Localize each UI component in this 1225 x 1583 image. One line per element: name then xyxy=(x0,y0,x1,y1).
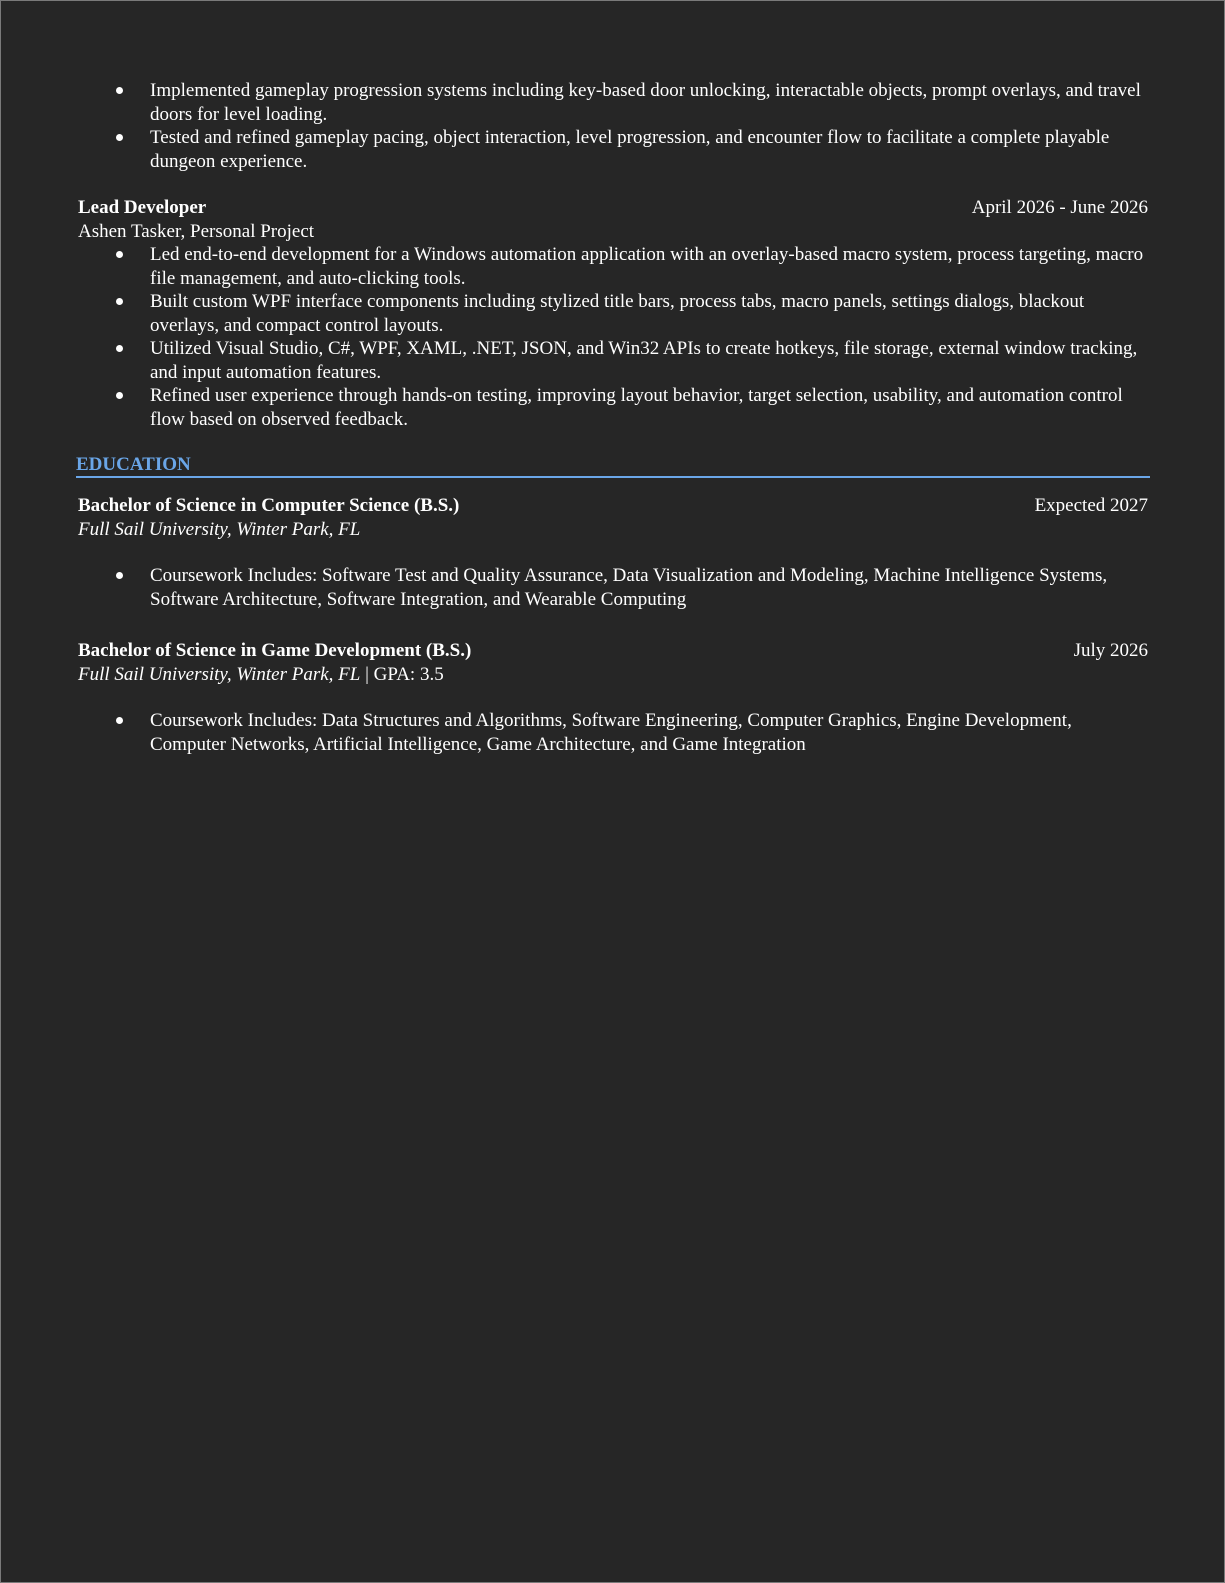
degree-title: Bachelor of Science in Computer Science (B.S.) xyxy=(78,495,460,516)
job-header xyxy=(78,196,1148,220)
job-organization: Ashen Tasker, Personal Project xyxy=(78,220,315,242)
school-name: Full Sail University, Winter Park, FL xyxy=(78,663,361,685)
bullet-item: Tested and refined gameplay pacing, object interaction, level progression, and encounter flow to facilitate a complete playable dungeon experience. xyxy=(78,126,1148,173)
education-entry xyxy=(78,639,1148,756)
school-line xyxy=(78,518,1148,542)
degree-title: Bachelor of Science in Game Development (B.S.) xyxy=(78,640,472,661)
previous-job-bullets xyxy=(78,79,1148,173)
bullet-item: Coursework Includes: Data Structures and Algorithms, Software Engineering, Computer Graphics, Engine Development, Computer Networks, Artificial Intelligence, Game Architecture, and Game Integration xyxy=(78,709,1148,756)
job-title: Lead Developer xyxy=(78,197,207,218)
bullet-item: Coursework Includes: Software Test and Quality Assurance, Data Visualization and Modeling, Machine Intelligence Systems, Software Architecture, Software Integration, and Wearable Computing xyxy=(78,564,1148,611)
bullet-item: Led end-to-end development for a Windows automation application with an overlay-based macro system, process targeting, macro file management, and auto-clicking tools. xyxy=(78,243,1148,290)
degree-date: Expected 2027 xyxy=(1034,495,1148,516)
job-entry xyxy=(78,196,1148,431)
degree-header xyxy=(78,494,1148,518)
education-heading: EDUCATION xyxy=(76,454,1150,478)
degree-date: July 2026 xyxy=(1073,640,1148,661)
job-dates: April 2026 - June 2026 xyxy=(971,197,1148,218)
coursework-bullets xyxy=(78,564,1148,611)
school-line xyxy=(78,663,1148,687)
job-bullets xyxy=(78,243,1148,431)
bullet-item: Utilized Visual Studio, C#, WPF, XAML, .NET, JSON, and Win32 APIs to create hotkeys, file storage, external window tracking, and input automation features. xyxy=(78,337,1148,384)
education-entry xyxy=(78,494,1148,611)
bullet-item: Built custom WPF interface components including stylized title bars, process tabs, macro panels, settings dialogs, blackout overlays, and compact control layouts. xyxy=(78,290,1148,337)
coursework-bullets xyxy=(78,709,1148,756)
bullet-item: Refined user experience through hands-on testing, improving layout behavior, target selection, usability, and automation control flow based on observed feedback. xyxy=(78,384,1148,431)
degree-header xyxy=(78,639,1148,663)
school-name: Full Sail University, Winter Park, FL xyxy=(78,518,361,540)
bullet-item: Implemented gameplay progression systems including key-based door unlocking, interactable objects, prompt overlays, and travel doors for level loading. xyxy=(78,79,1148,126)
resume-content xyxy=(78,79,1148,756)
school-extra: | GPA: 3.5 xyxy=(360,663,444,685)
